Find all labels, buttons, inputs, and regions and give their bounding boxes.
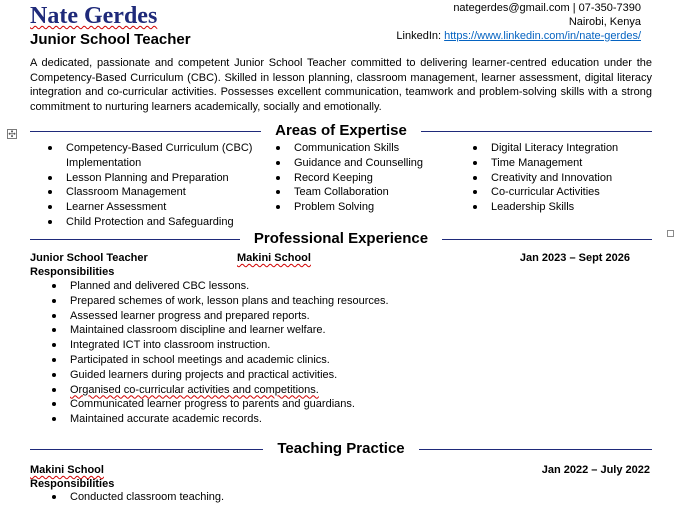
linkedin-label: LinkedIn:	[396, 30, 442, 42]
list-item: Classroom Management	[46, 185, 266, 200]
list-item: Conducted classroom teaching.	[50, 490, 650, 505]
job-title: Junior School Teacher	[30, 31, 191, 48]
experience-responsibilities-label: Responsibilities	[30, 266, 115, 278]
list-item: Guided learners during projects and practical activities.	[50, 368, 650, 383]
list-item: Maintained classroom discipline and learner welfare.	[50, 323, 650, 338]
expertise-column-1	[46, 141, 266, 230]
section-title: Areas of Expertise	[275, 122, 407, 139]
list-item: Organised co-curricular activities and competitions.	[50, 383, 650, 398]
list-item: Learner Assessment	[46, 200, 266, 215]
list-item: Communication Skills	[274, 141, 464, 156]
heading-rule-right	[419, 449, 652, 450]
list-item: Integrated ICT into classroom instruction.	[50, 338, 650, 353]
list-item: Communicated learner progress to parents and guardians.	[50, 397, 650, 412]
professional-summary[interactable]: A dedicated, passionate and competent Junior School Teacher committed to delivering learner-centred education under the Competency-Based Curriculum (CBC). Skilled in lesson planning, classroom management, learner assessment, digital literacy integration and co-curricular activities. Possesses excellent communication, teamwork and problem-solving skills with a strong commitment to nurturing learners academically, socially and emotionally.	[30, 57, 652, 113]
expertise-column-2	[274, 141, 464, 215]
list-item: Problem Solving	[274, 200, 464, 215]
list-item: Digital Literacy Integration	[471, 141, 661, 156]
practice-responsibilities-label: Responsibilities	[30, 478, 115, 490]
section-title: Professional Experience	[253, 230, 429, 247]
expertise-column-3	[471, 141, 661, 215]
list-item: Child Protection and Safeguarding	[46, 215, 266, 230]
list-item: Participated in school meetings and academic clinics.	[50, 353, 650, 368]
practice-school: Makini School	[30, 464, 104, 476]
section-title: Teaching Practice	[277, 440, 405, 457]
email-phone: nategerdes@gmail.com | 07-350-7390	[453, 2, 641, 14]
heading-rule-right	[442, 239, 652, 240]
linkedin-link[interactable]: https://www.linkedin.com/in/nate-gerdes/	[444, 30, 641, 42]
experience-dates: Jan 2023 – Sept 2026	[519, 252, 630, 264]
linkedin-line	[396, 29, 641, 43]
list-item: Creativity and Innovation	[471, 171, 661, 186]
list-item: Co-curricular Activities	[471, 185, 661, 200]
contact-block	[396, 1, 641, 43]
list-item: Guidance and Counselling	[274, 156, 464, 171]
section-heading-expertise	[30, 121, 652, 141]
section-heading-practice	[30, 439, 652, 459]
heading-rule-left	[30, 449, 263, 450]
experience-school: Makini School	[237, 252, 311, 264]
resize-handle-icon[interactable]	[667, 230, 674, 237]
list-item: Assessed learner progress and prepared reports.	[50, 309, 650, 324]
practice-dates: Jan 2022 – July 2022	[541, 464, 650, 476]
list-item: Team Collaboration	[274, 185, 464, 200]
section-heading-experience	[30, 229, 652, 249]
heading-rule-left	[30, 239, 240, 240]
move-handle-icon[interactable]: ✣	[8, 129, 16, 139]
list-item: Record Keeping	[274, 171, 464, 186]
heading-rule-left	[30, 131, 261, 132]
location: Nairobi, Kenya	[568, 16, 641, 28]
experience-responsibilities-list	[50, 279, 650, 427]
candidate-name: Nate Gerdes	[30, 3, 158, 29]
experience-role: Junior School Teacher	[30, 252, 148, 264]
list-item: Prepared schemes of work, lesson plans and teaching resources.	[50, 294, 650, 309]
list-item: Time Management	[471, 156, 661, 171]
heading-rule-right	[421, 131, 652, 132]
list-item: Lesson Planning and Preparation	[46, 171, 266, 186]
practice-responsibilities-list	[50, 490, 650, 505]
list-item: Competency-Based Curriculum (CBC) Implementation	[46, 141, 266, 171]
list-item: Planned and delivered CBC lessons.	[50, 279, 650, 294]
list-item: Maintained accurate academic records.	[50, 412, 650, 427]
list-item: Leadership Skills	[471, 200, 661, 215]
